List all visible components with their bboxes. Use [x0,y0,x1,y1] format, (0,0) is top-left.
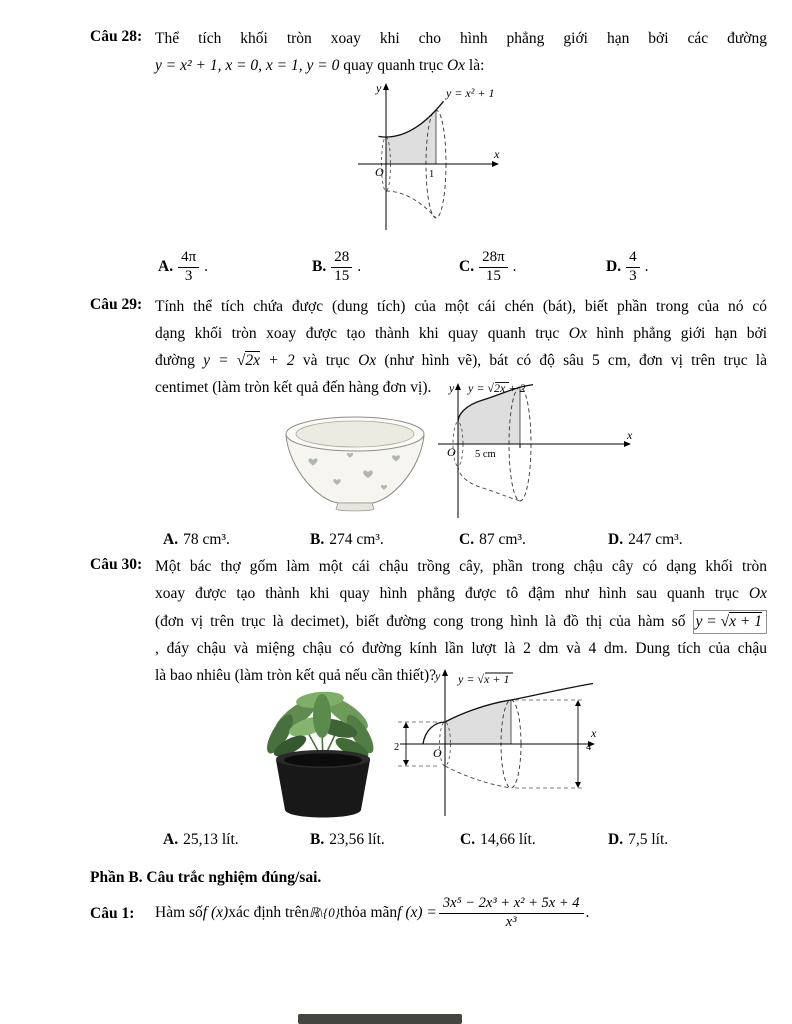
curve-label: y = x² + 1 [446,86,495,100]
answer-letter: D. [608,831,624,848]
fraction-numerator: 3x⁵ − 2x³ + x² + 5x + 4 [439,896,584,914]
sqrt-symbol: √ [236,352,246,369]
sqrt-radicand: 2x [245,352,261,369]
text-segment: xoay được tạo thành khi quay hình phẳng được tô đậm như hình sau quanh trục [155,585,749,602]
curve-label-post: + 2 [505,381,526,395]
y-axis-label: y [449,381,455,395]
math-segment: Ox [748,585,767,602]
figure-30-graph [390,666,605,826]
fraction-denominator: x³ [505,913,517,930]
math-segment: Ox [568,325,587,342]
answer-text: 14,66 lít. [480,831,536,848]
fraction-numerator: 4 [626,250,640,268]
answer-fraction [178,250,199,285]
answer-letter: A. [163,531,179,548]
answer-text: 247 cm³. [628,531,683,548]
figure-28-graph [348,80,508,250]
bowl-inside [296,421,414,447]
answer-fraction [331,250,352,285]
text-segment: là: [465,57,485,74]
answer-text: 87 cm³. [479,531,526,548]
answer-letter: C. [460,831,476,848]
question-29-line-1: Tính thể tích chứa được (dung tích) của một cái chén (bát), biết phần trong của nó có [155,298,767,315]
text-segment: quay quanh trục [339,57,447,74]
fraction-denominator: 15 [485,267,501,284]
fraction-numerator: 4π [178,250,199,268]
answer-letter: C. [459,531,475,548]
answer-28-A [158,250,208,285]
question-30-line-4: , đáy chậu và miệng chậu có đường kính lần lượt là 2 dm và 4 dm. Dung tích của chậu [155,640,767,657]
dim-arrow-right-bottom-icon [575,782,581,788]
x-axis-label: x [494,147,500,161]
origin-label: O [375,165,384,179]
question-30-line-5: là bao nhiêu (làm tròn kết quả nếu cần thiết)? [155,667,437,684]
question-1-line [155,891,589,935]
fraction-denominator: 15 [334,267,350,284]
sqrt-radicand: x + 1 [729,613,762,630]
sqrt-symbol: √ [720,613,730,630]
footer-bar [298,1014,462,1024]
question-30-line-3 [155,610,767,634]
answer-30-A [163,831,239,849]
dimension-right-label: 4 [586,742,592,753]
fraction-denominator: 3 [629,267,637,284]
math-segment: + 2 [260,352,295,369]
y-axis-arrow-icon [442,669,448,676]
curve-label [467,381,525,395]
y-axis-label: y [435,669,441,683]
answer-letter: B. [310,831,325,848]
mirror-curve [445,766,511,788]
fraction-denominator: 3 [184,267,193,284]
math-segment: Ox [358,352,377,369]
text-segment: Hàm số [155,904,203,921]
text-segment: xác định trên [228,904,310,921]
answer-text: 7,5 lít. [628,831,669,848]
y-axis-arrow-icon [383,83,389,90]
dimension-label: 5 cm [475,449,496,460]
y-axis-label: y [376,81,382,95]
answer-29-B [310,531,384,549]
answer-30-C [460,831,536,849]
answer-letter: D. [606,258,622,276]
question-29-line-3 [155,350,767,371]
answer-letter: C. [459,258,475,276]
curve-label-pre: y = √ [458,672,485,686]
formula-fraction [439,896,584,931]
x-axis-arrow-icon [492,161,499,167]
question-30-line-1: Một bác thợ gốm làm một cái chậu trồng cây, phần trong chậu cây có dạng khối tròn [155,558,767,575]
math-segment: f (x) [202,904,229,921]
y-axis-arrow-icon [455,383,461,390]
answer-letter: A. [163,831,179,848]
bowl-foot [336,503,374,511]
plant-photo [248,668,388,826]
question-29-line-4: centimet (làm tròn kết quả đến hàng đơn vị). [155,379,432,396]
fraction-numerator: 28π [479,250,508,268]
answer-28-D [606,250,648,285]
answer-text: 78 cm³. [183,531,230,548]
origin-label: O [433,746,442,760]
answer-30-B [310,831,385,849]
answer-period: . [512,258,517,276]
tick-label-1: 1 [429,169,435,180]
mirror-curve [386,191,436,218]
answer-28-B [312,250,361,285]
math-segment: f (x) = [397,904,437,921]
answer-text: 274 cm³. [329,531,384,548]
question-28-label: Câu 28: [90,28,143,45]
dim-arrow-right-top-icon [575,700,581,706]
answer-fraction [479,250,508,285]
section-b-title: Phần B. Câu trắc nghiệm đúng/sai. [90,869,322,886]
curve-label-radicand: x + 1 [484,672,510,686]
answer-letter: B. [310,531,325,548]
dim-arrow-left-bottom-icon [403,760,409,766]
math-segment: y = [695,613,721,630]
question-28-line-1: Thể tích khối tròn xoay khi cho hình phẳng giới hạn bởi các đường [155,30,767,47]
equation-box [693,610,767,634]
text-segment: (như hình vẽ), bát có độ sâu 5 cm, đơn vị trên trục là [376,352,767,369]
x-axis-label: x [591,726,597,740]
answer-letter: A. [158,258,174,276]
curve-label-pre: y = √ [468,381,495,395]
question-29-label: Câu 29: [90,296,143,313]
curve-label-radicand: 2x [494,381,506,395]
text-segment: thỏa mãn [339,904,398,921]
curve-label [457,672,509,686]
fraction-numerator: 28 [331,250,352,268]
text-segment: dạng khối tròn xoay được tạo thành khi quay quanh trục [155,325,569,342]
answer-29-C [459,531,526,549]
answer-period: . [357,258,362,276]
x-axis-label: x [627,428,633,442]
text-segment: (đơn vị trên trục là decimet), biết đường cong trong hình là đồ thị của hàm số [155,613,693,630]
answer-fraction [626,250,640,285]
math-segment: y = [203,352,237,369]
dimension-left-label: 2 [394,742,400,753]
answer-29-A [163,531,230,549]
dim-arrow-left-top-icon [403,722,409,728]
answer-period: . [644,258,649,276]
answer-28-C [459,250,517,285]
origin-label: O [447,445,456,459]
text-segment: và trục [294,352,359,369]
answer-29-D [608,531,683,549]
question-30-label: Câu 30: [90,556,143,573]
question-29-line-2 [155,323,767,344]
answer-30-D [608,831,668,849]
answer-letter: B. [312,258,327,276]
math-set-segment: ℝ\{0} [309,905,340,920]
text-segment: hình phẳng giới hạn bởi [586,325,767,342]
answer-period: . [204,258,209,276]
answer-letter: D. [608,531,624,548]
pot-soil [284,754,362,767]
math-segment: Ox [446,57,466,74]
math-segment: y = x² + 1, x = 0, x = 1, y = 0 [155,57,340,74]
question-30-line-2 [155,583,767,604]
text-segment: đường [155,352,204,369]
sentence-period: . [585,904,590,921]
question-1-label: Câu 1: [90,905,135,922]
answer-text: 23,56 lít. [329,831,385,848]
answer-text: 25,13 lít. [183,831,239,848]
figure-29-graph [430,378,640,528]
bowl-photo [280,412,430,512]
question-28-line-2 [155,55,767,76]
